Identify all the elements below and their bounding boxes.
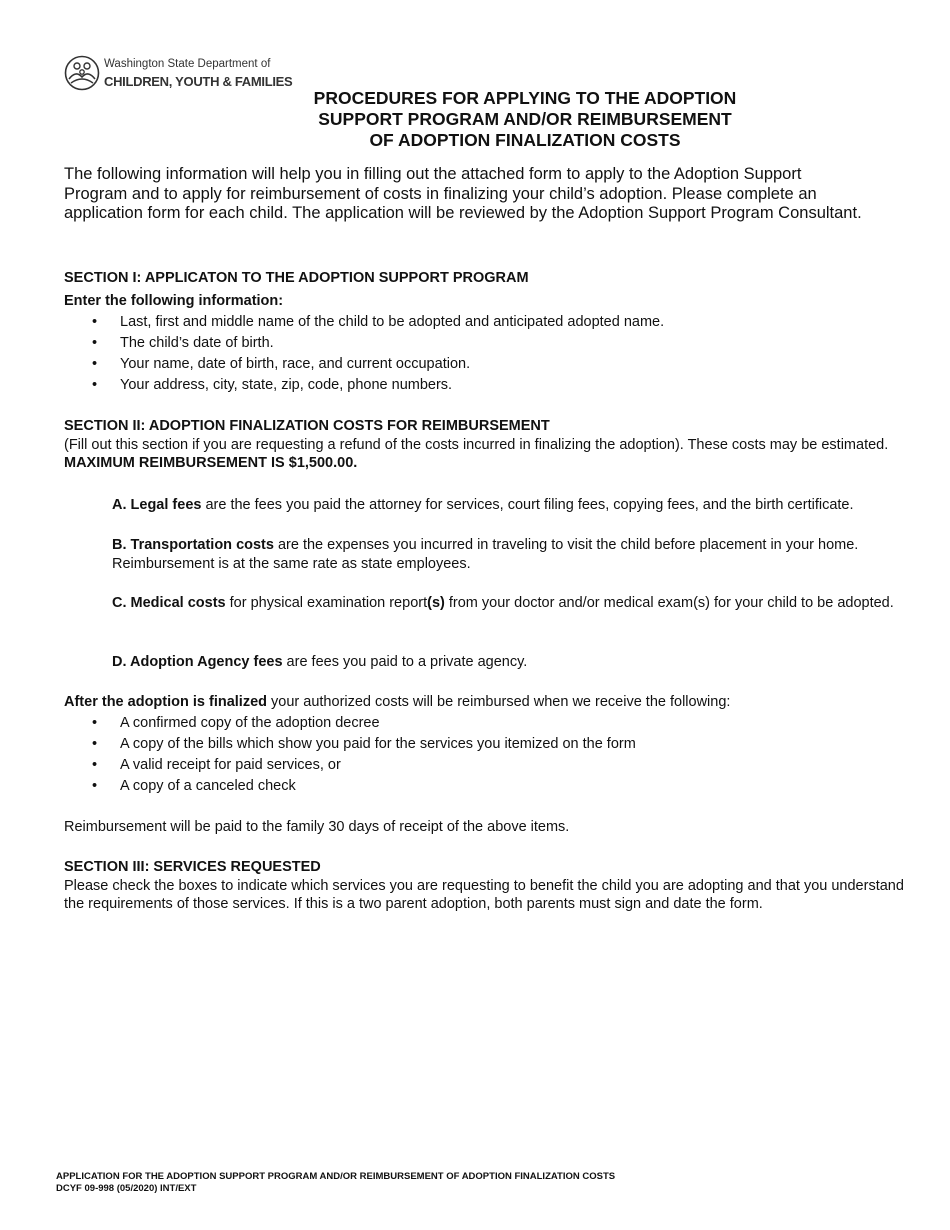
list-item: • A valid receipt for paid services, or bbox=[64, 755, 924, 776]
title-line-1: PROCEDURES FOR APPLYING TO THE ADOPTION bbox=[313, 88, 737, 108]
section-2-heading: SECTION II: ADOPTION FINALIZATION COSTS FOR REIMBURSEMENT bbox=[64, 418, 550, 434]
list-item: • A confirmed copy of the adoption decree bbox=[64, 713, 924, 734]
page-footer bbox=[56, 1171, 615, 1195]
section-3 bbox=[64, 858, 904, 914]
section-1-subheading: Enter the following information: bbox=[64, 292, 284, 309]
intro-paragraph: The following information will help you in filling out the attached form to apply to the Adoption Support Program and to apply for reimbursement of costs in finalizing your child’s adoption. Please complete an application form for each child. The application will be reviewed by the Adoption Support Program Consultant. bbox=[64, 165, 862, 222]
list-item: • Your address, city, state, zip, code, phone numbers. bbox=[64, 375, 924, 396]
cost-agency-fees: D. Adoption Agency fees are fees you paid to a private agency. bbox=[112, 654, 528, 670]
logo-line-2: CHILDREN, YOUTH & FAMILIES bbox=[104, 74, 293, 89]
list-item: • Your name, date of birth, race, and current occupation. bbox=[64, 354, 924, 375]
section-1-heading: SECTION I: APPLICATON TO THE ADOPTION SUPPORT PROGRAM bbox=[64, 270, 529, 286]
section-1 bbox=[64, 269, 924, 396]
cost-medical: C. Medical costs for physical examination report(s) from your doctor and/or medical exam(s) for your child to be adopted. bbox=[112, 595, 894, 611]
bullet-icon: • bbox=[92, 777, 98, 794]
bullet-icon: • bbox=[92, 314, 98, 330]
list-item: • A copy of a canceled check bbox=[64, 776, 924, 797]
title-line-2: SUPPORT PROGRAM AND/OR REIMBURSEMENT bbox=[318, 109, 732, 129]
list-item: • The child’s date of birth. bbox=[64, 333, 924, 354]
footer-line-2: DCYF 09-998 (05/2020) INT/EXT bbox=[56, 1183, 197, 1194]
section-3-heading: SECTION III: SERVICES REQUESTED bbox=[64, 859, 321, 875]
bullet-icon: • bbox=[92, 756, 98, 773]
page-title bbox=[200, 88, 850, 151]
after-finalized-list bbox=[64, 713, 924, 797]
section-3-text: Please check the boxes to indicate which services you are requesting to benefit the child you are adopting and that you understand the requirements of those services. If this is a two parent adoption, both parents must sign and date the form. bbox=[64, 877, 904, 912]
footer-line-1: APPLICATION FOR THE ADOPTION SUPPORT PROGRAM AND/OR REIMBURSEMENT OF ADOPTION FINALIZATION COSTS bbox=[56, 1171, 616, 1182]
bullet-icon: • bbox=[92, 356, 98, 372]
cost-transportation: B. Transportation costs are the expenses you incurred in traveling to visit the child before placement in your home. Reimbursement is at the same rate as state employees. bbox=[112, 537, 859, 572]
reimbursement-note: Reimbursement will be paid to the family 30 days of receipt of the above items. bbox=[64, 819, 570, 835]
bullet-icon: • bbox=[92, 735, 98, 752]
cost-legal-fees: A. Legal fees are the fees you paid the attorney for services, court filing fees, copying fees, and the birth certificate. bbox=[112, 497, 854, 513]
section-2 bbox=[64, 417, 924, 473]
max-reimbursement: MAXIMUM REIMBURSEMENT IS $1,500.00. bbox=[64, 455, 358, 471]
logo-line-1: Washington State Department of bbox=[104, 58, 271, 70]
title-line-3: OF ADOPTION FINALIZATION COSTS bbox=[369, 130, 681, 150]
family-circle-icon bbox=[64, 55, 100, 91]
list-item: • A copy of the bills which show you paid for the services you itemized on the form bbox=[64, 734, 924, 755]
list-item: • Last, first and middle name of the child to be adopted and anticipated adopted name. bbox=[64, 312, 924, 333]
after-finalized bbox=[64, 693, 924, 797]
bullet-icon: • bbox=[92, 335, 98, 351]
bullet-icon: • bbox=[92, 377, 98, 393]
after-finalized-text: After the adoption is finalized your authorized costs will be reimbursed when we receive the following: bbox=[64, 694, 731, 710]
bullet-icon: • bbox=[92, 714, 98, 731]
section-2-text: (Fill out this section if you are requesting a refund of the costs incurred in finalizing the adoption). These costs may be estimated. MAXIMUM REIMBURSEMENT IS $1,500.00. bbox=[64, 436, 889, 471]
section-1-list bbox=[64, 312, 924, 396]
